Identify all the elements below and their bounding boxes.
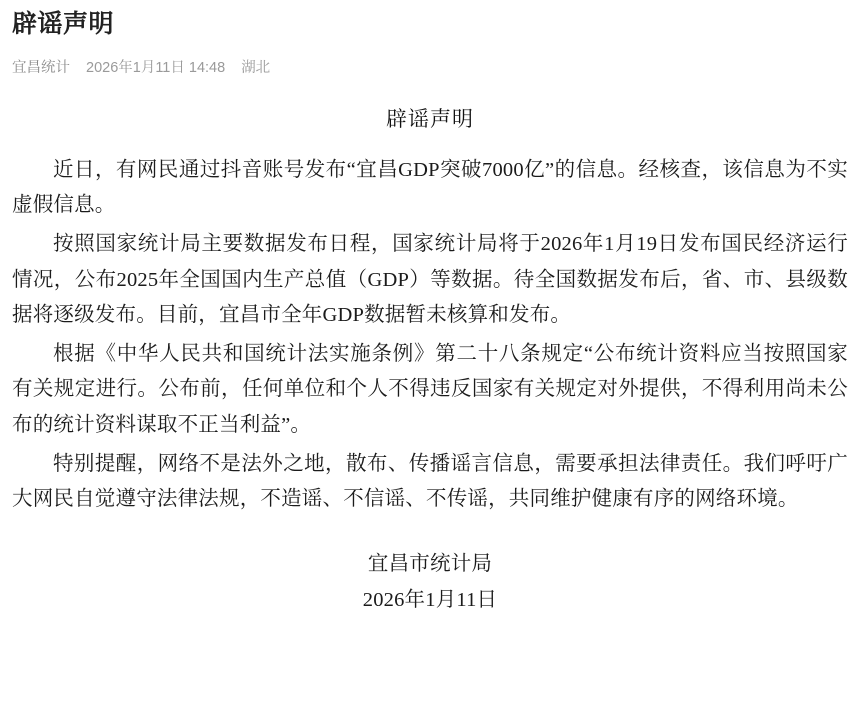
document-title: 辟谣声明 [386,106,474,131]
paragraph: 按照国家统计局主要数据发布日程，国家统计局将于2026年1月19日发布国民经济运行情况，公布2025年全国国内生产总值（GDP）等数据。待全国数据发布后，省、市、县级数据将逐级发布。目前，宜昌市全年GDP数据暂未核算和发布。 [12,233,848,326]
article-meta [0,42,860,77]
paragraph: 近日，有网民通过抖音账号发布“宜昌GDP突破7000亿”的信息。经核查，该信息为不实虚假信息。 [12,158,848,216]
meta-source[interactable]: 宜昌统计 [12,59,70,76]
page-title: 辟谣声明 [12,10,115,38]
signature-date: 2026年1月11日 [362,588,498,611]
signature-organization: 宜昌市统计局 [367,553,493,576]
paragraph: 根据《中华人民共和国统计法实施条例》第二十八条规定“公布统计资料应当按照国家有关规定进行。公布前，任何单位和个人不得违反国家有关规定对外提供，不得利用尚未公布的统计资料谋取不正当利益”。 [12,343,848,436]
meta-timestamp: 2026年1月11日 14:48 [86,59,226,76]
paragraph: 特别提醒，网络不是法外之地，散布、传播谣言信息，需要承担法律责任。我们呼吁广大网民自觉遵守法律法规，不造谣、不信谣、不传谣，共同维护健康有序的网络环境。 [12,452,848,510]
meta-location: 湖北 [241,59,271,76]
signature-block [12,547,848,618]
article-body [0,103,860,618]
